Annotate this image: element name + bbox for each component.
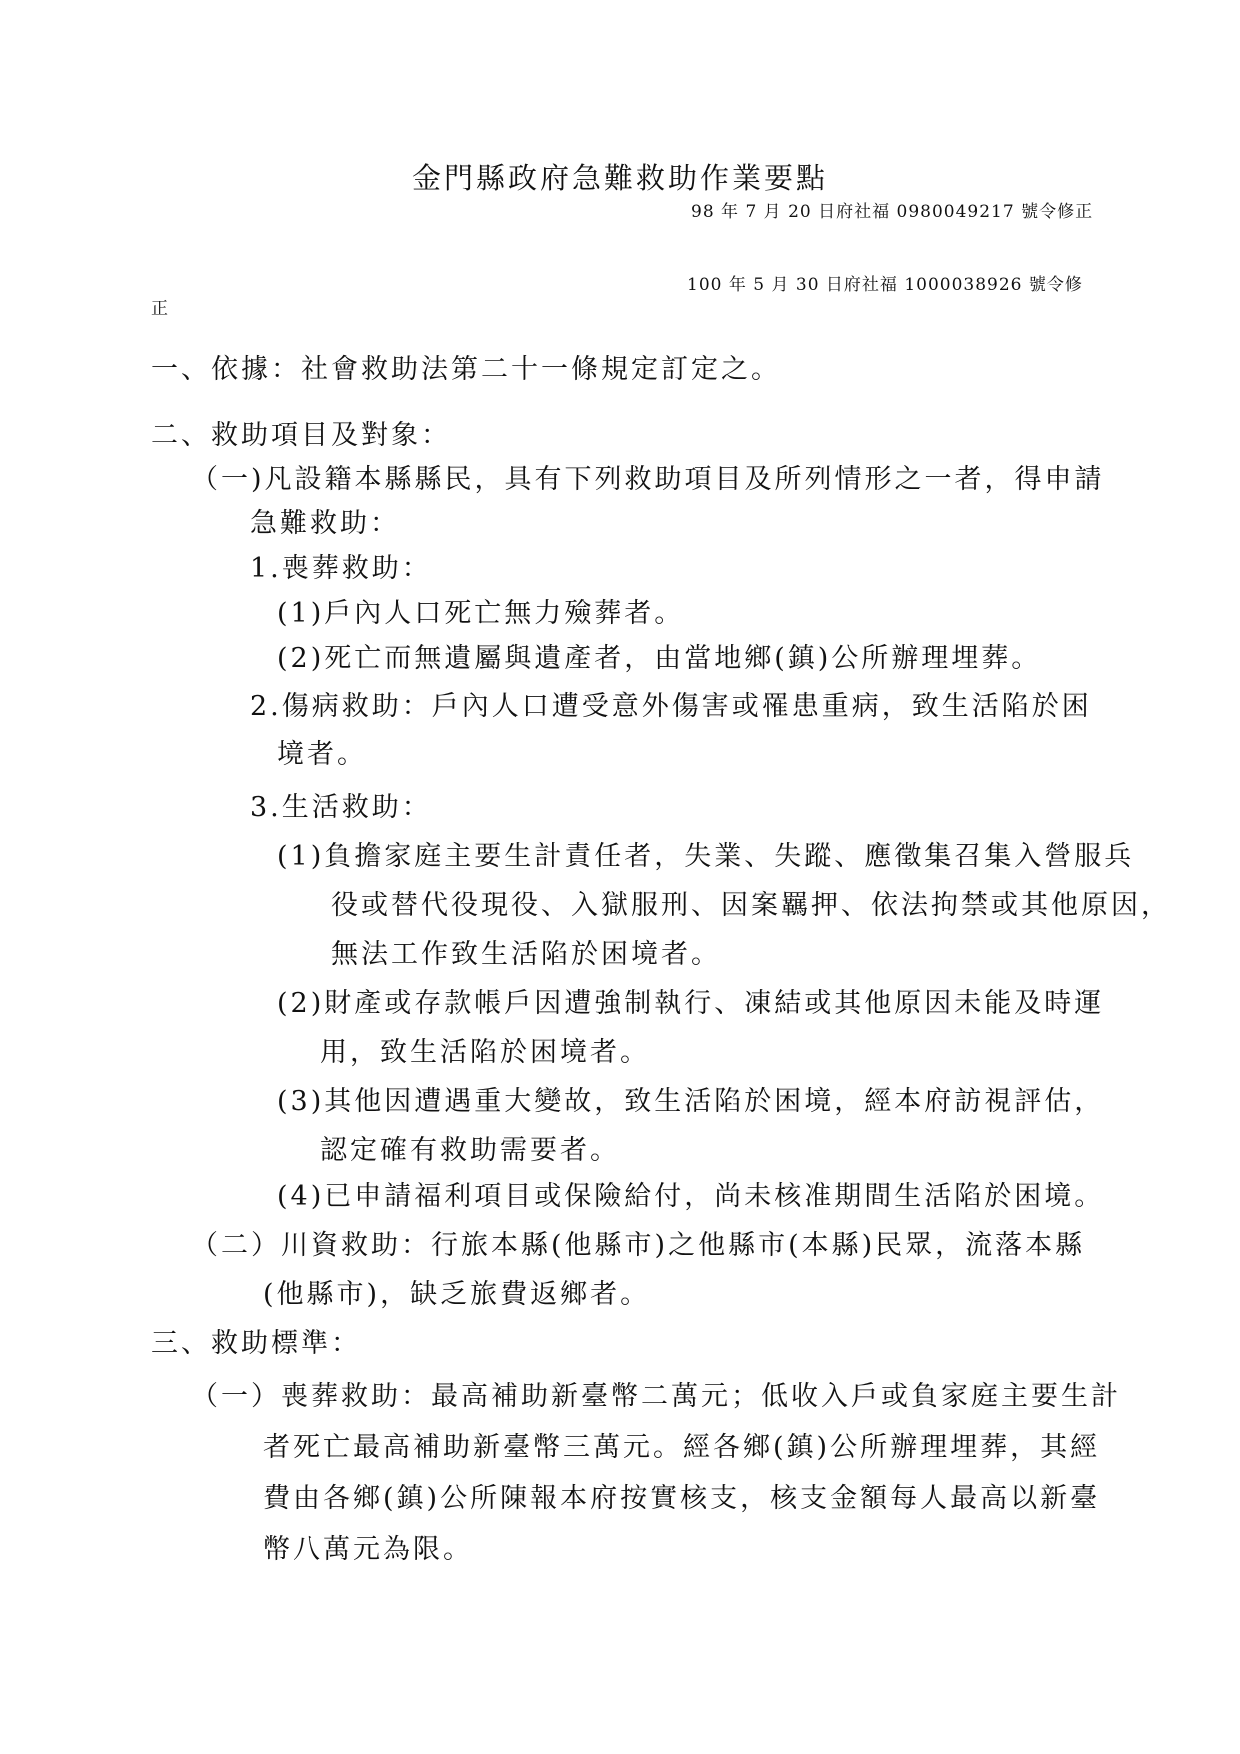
funeral-standard-continuation: 費由各鄉(鎮)公所陳報本府按實核支，核支金額每人最高以新臺 (263, 1483, 1101, 1514)
document-title: 金門縣政府急難救助作業要點 (411, 161, 828, 195)
section-1-basis: 一、依據：社會救助法第二十一條規定訂定之。 (151, 354, 781, 385)
travel-aid: （二）川資救助：行旅本縣(他縣市)之他縣市(本縣)民眾，流落本縣 (191, 1230, 1086, 1261)
living-aid-case-2-continuation: 用，致生活陷於困境者。 (320, 1037, 650, 1068)
living-aid-case-2: (2)財產或存款帳戶因遭強制執行、凍結或其他原因未能及時運 (277, 988, 1105, 1019)
living-aid-case-1-continuation: 無法工作致生活陷於困境者。 (331, 939, 721, 970)
section-2-heading: 二、救助項目及對象： (151, 420, 451, 451)
amendment-note-continuation: 正 (151, 299, 169, 319)
funeral-standard: （一）喪葬救助：最高補助新臺幣二萬元；低收入戶或負家庭主要生計 (191, 1381, 1121, 1412)
injury-aid: 2.傷病救助：戶內人口遭受意外傷害或罹患重病，致生活陷於困 (250, 691, 1092, 722)
living-aid-case-1: (1)負擔家庭主要生計責任者，失業、失蹤、應徵集召集入營服兵 (277, 841, 1135, 872)
funeral-standard-continuation: 幣八萬元為限。 (263, 1534, 473, 1565)
living-aid-case-4: (4)已申請福利項目或保險給付，尚未核准期間生活陷於困境。 (277, 1181, 1105, 1212)
section-2-item-1-continuation: 急難救助： (250, 508, 400, 539)
injury-aid-continuation: 境者。 (277, 739, 367, 770)
travel-aid-continuation: (他縣市)，缺乏旅費返鄉者。 (263, 1279, 651, 1310)
section-2-item-1: （一)凡設籍本縣縣民，具有下列救助項目及所列情形之一者，得申請 (191, 464, 1105, 495)
living-aid-case-1-continuation: 役或替代役現役、入獄服刑、因案羈押、依法拘禁或其他原因， (331, 890, 1171, 921)
living-aid-heading: 3.生活救助： (250, 792, 432, 823)
section-3-heading: 三、救助標準： (151, 1328, 361, 1359)
amendment-note: 100 年 5 月 30 日府社福 1000038926 號令修 (687, 275, 1083, 295)
funeral-aid-heading: 1.喪葬救助： (250, 553, 432, 584)
funeral-aid-case-2: (2)死亡而無遺屬與遺產者，由當地鄉(鎮)公所辦理埋葬。 (277, 643, 1042, 674)
funeral-aid-case-1: (1)戶內人口死亡無力殮葬者。 (277, 598, 685, 629)
funeral-standard-continuation: 者死亡最高補助新臺幣三萬元。經各鄉(鎮)公所辦理埋葬，其經 (263, 1432, 1101, 1463)
amendment-note: 98 年 7 月 20 日府社福 0980049217 號令修正 (691, 202, 1094, 222)
living-aid-case-3: (3)其他因遭遇重大變故，致生活陷於困境，經本府訪視評估， (277, 1086, 1105, 1117)
living-aid-case-3-continuation: 認定確有救助需要者。 (320, 1135, 620, 1166)
